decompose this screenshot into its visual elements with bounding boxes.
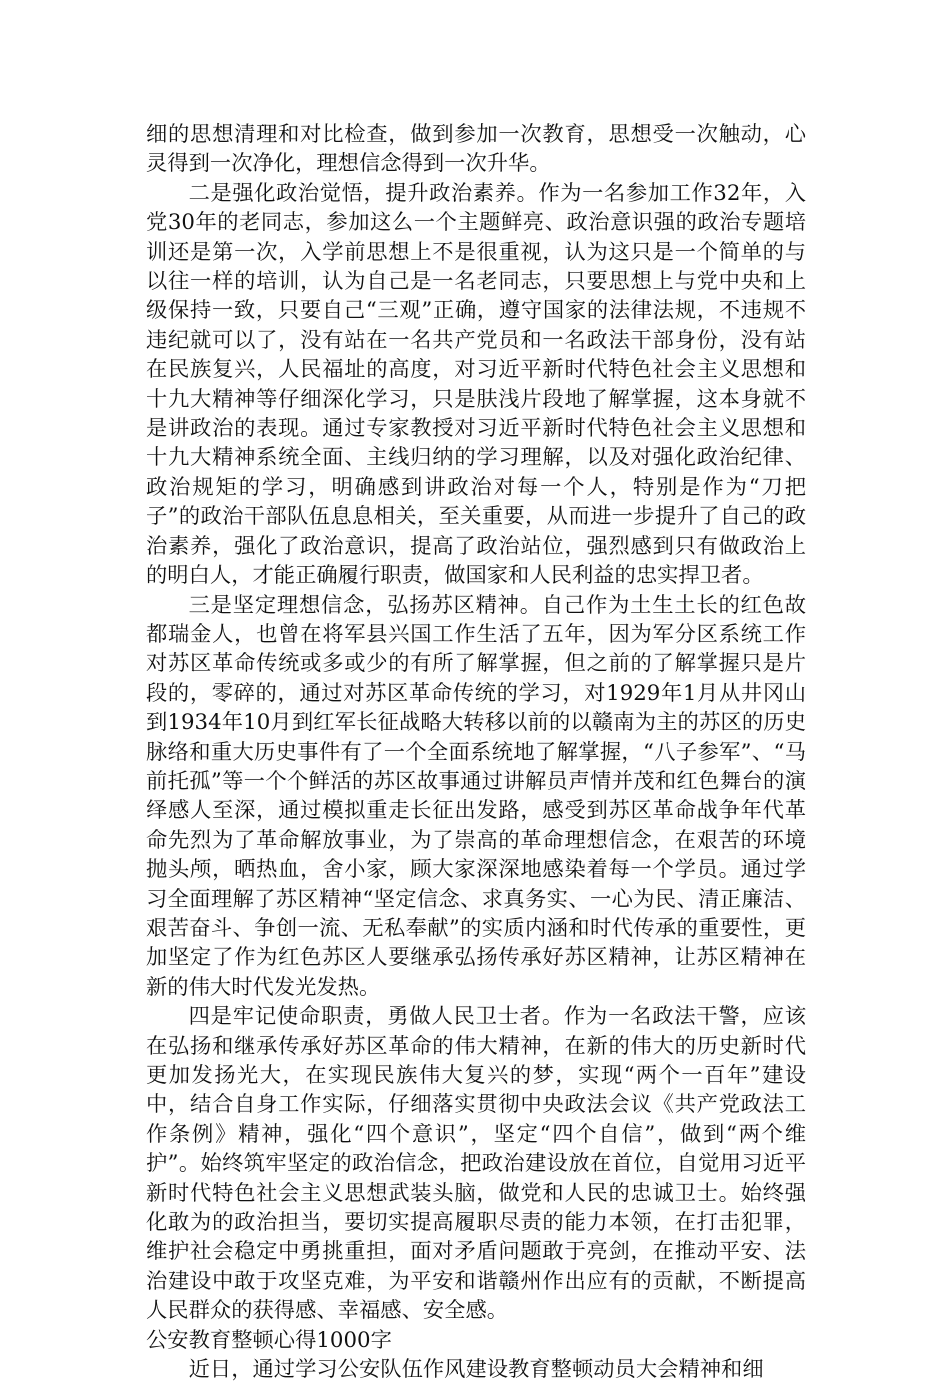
section-heading: 公安教育整顿心得1000字 — [146, 1327, 392, 1353]
paragraph-intro: 近日，通过学习公安队伍作风建设教育整顿动员大会精神和细 — [188, 1357, 764, 1383]
document-body — [146, 120, 806, 1384]
paragraph-continuation: 细的思想清理和对比检查，做到参加一次教育，思想受一次触动，心灵得到一次净化，理想信念得到一次升华。 — [146, 122, 806, 177]
paragraph-political-awareness: 二是强化政治觉悟，提升政治素养。作为一名参加工作32年，入党30年的老同志，参加这么一个主题鲜亮、政治意识强的政治专题培训还是第一次，入学前思想上不是很重视，认为这只是一个简单的与以往一样的培训，认为自己是一名老同志，只要思想上与党中央和上级保持一致，只要自己“三观”正确，遵守国家的法律法规，不违规不违纪就可以了，没有站在一名共产党员和一名政法干部身份，没有站在民族复兴，人民福址的高度，对习近平新时代特色社会主义思想和十九大精神等仔细深化学习，只是肤浅片段地了解掌握，这本身就不是讲政治的表现。通过专家教授对习近平新时代特色社会主义思想和十九大精神系统全面、主线归纳的学习理解，以及对强化政治纪律、政治规矩的学习，明确感到讲政治对每一个人，特别是作为“刀把子”的政治干部队伍息息相关，至关重要，从而进一步提升了自己的政治素养，强化了政治意识，提高了政治站位，强烈感到只有做政治上的明白人，才能正确履行职责，做国家和人民利益的忠实捍卫者。 — [146, 180, 806, 589]
paragraph-ideals-beliefs: 三是坚定理想信念，弘扬苏区精神。自己作为土生土长的红色故都瑞金人，也曾在将军县兴国工作生活了五年，因为军分区系统工作对苏区革命传统或多或少的有所了解掌握，但之前的了解掌握只是片段的，零碎的，通过对苏区革命传统的学习，对1929年1月从井冈山到1934年10月到红军长征战略大转移以前的以赣南为主的苏区的历史脉络和重大历史事件有了一个全面系统地了解掌握，“八子参军”、“马前托孤”等一个个鲜活的苏区故事通过讲解员声情并茂和红色舞台的演绎感人至深，通过模拟重走长征出发路，感受到苏区革命战争年代革命先烈为了革命解放事业，为了崇高的革命理想信念，在艰苦的环境抛头颅，晒热血，舍小家，顾大家深深地感染着每一个学员。通过学习全面理解了苏区精神“坚定信念、求真务实、一心为民、清正廉洁、艰苦奋斗、争创一流、无私奉献”的实质内涵和时代传承的重要性，更加坚定了作为红色苏区人要继承弘扬传承好苏区精神，让苏区精神在新的伟大时代发光发热。 — [146, 592, 806, 1000]
paragraph-mission-duty: 四是牢记使命职责，勇做人民卫士者。作为一名政法干警，应该在弘扬和继承传承好苏区革命的伟大精神，在新的伟大的历史新时代更加发扬光大，在实现民族伟大复兴的梦，实现“两个一百年”建设中，结合自身工作实际，仔细落实贯彻中央政法会议《共产党政法工作条例》精神，强化“四个意识”，坚定“四个自信”，做到“两个维护”。始终筑牢坚定的政治信念，把政治建设放在首位，自觉用习近平新时代特色社会主义思想武装头脑，做党和人民的忠诚卫士。始终强化敢为的政治担当，要切实提高履职尽责的能力本领，在打击犯罪，维护社会稳定中勇挑重担，面对矛盾问题敢于亮剑，在推动平安、法治建设中敢于攻坚克难，为平安和谐赣州作出应有的贡献，不断提高人民群众的获得感、幸福感、安全感。 — [146, 1004, 806, 1324]
